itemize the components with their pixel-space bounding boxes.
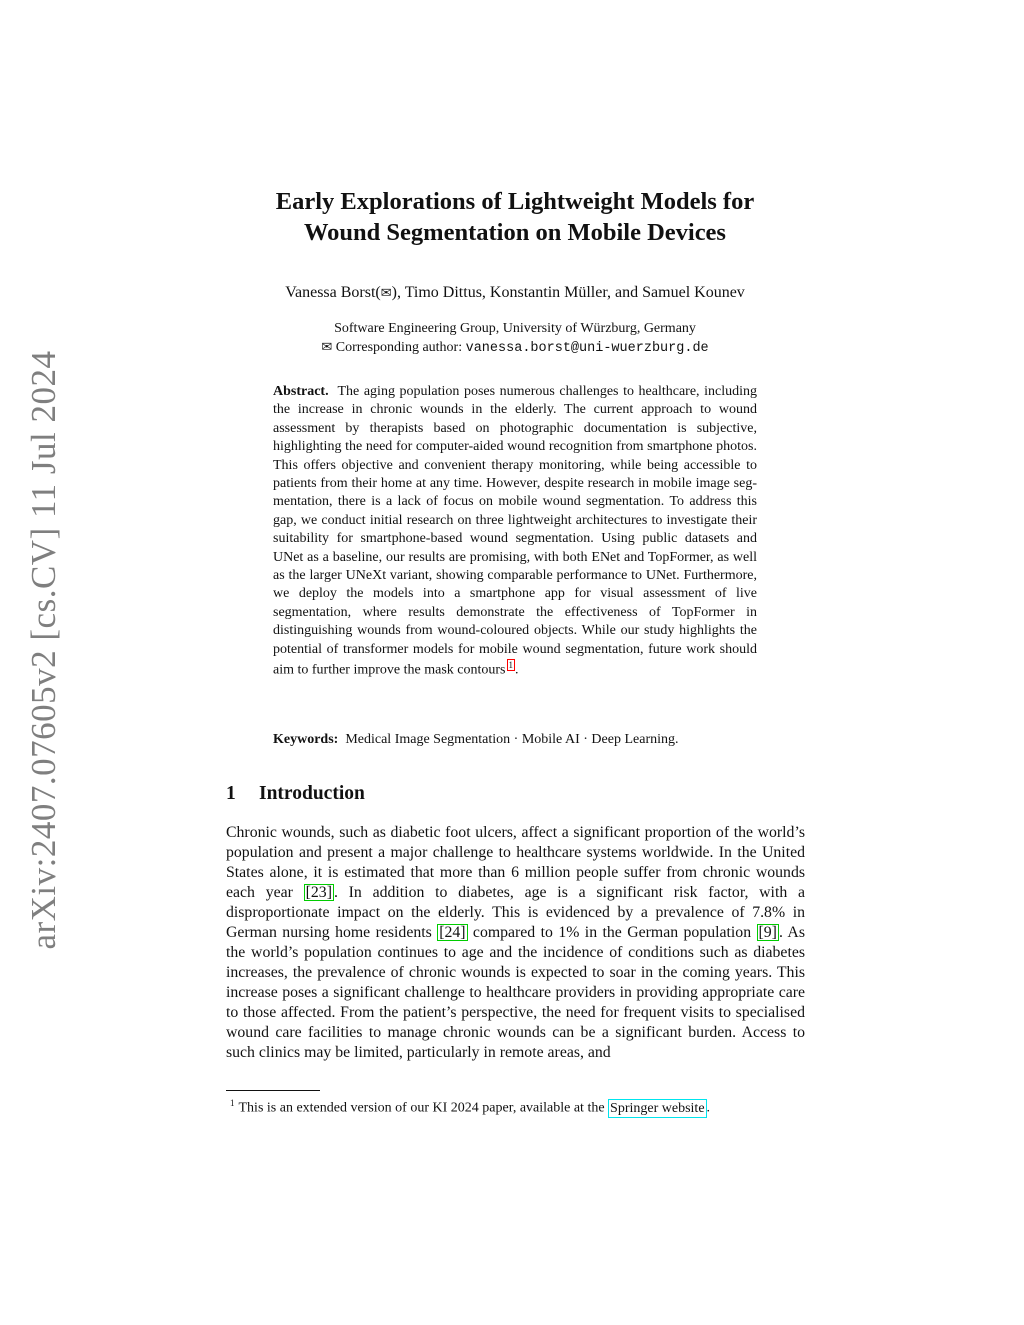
envelope-icon: ✉	[380, 286, 392, 301]
citation-link[interactable]: [23]	[305, 884, 332, 901]
arxiv-identifier: arXiv:2407.07605v2 [cs.CV] 11 Jul 2024	[24, 350, 63, 950]
author-rest: ), Timo Dittus, Konstantin Müller, and Samuel Kounev	[391, 284, 745, 301]
corresponding-author-line	[180, 338, 850, 358]
footnote-number: 1	[230, 1098, 235, 1108]
affiliation-block	[180, 319, 850, 358]
abstract	[273, 383, 757, 680]
corresponding-label: Corresponding author:	[335, 340, 466, 355]
title-line-1: Early Explorations of Lightweight Models for	[275, 188, 755, 215]
footnote-end: .	[706, 1100, 711, 1116]
corresponding-email[interactable]: vanessa.borst@uni-wuerzburg.de	[465, 341, 709, 356]
footnote-ref-link[interactable]: 1	[508, 660, 513, 671]
section-number: 1	[226, 783, 236, 804]
abstract-end: .	[515, 662, 519, 678]
intro-text-3: compared to 1% in the German population	[467, 924, 757, 941]
footnote	[230, 1093, 710, 1119]
author-list	[180, 283, 850, 303]
section-title: Introduction	[259, 783, 365, 804]
springer-website-link[interactable]: Springer website	[610, 1100, 705, 1116]
abstract-text: The aging population poses numerous challenges to healthcare, including the increase in chronic wounds in the elderly. The current approach to wound assessment by therapists based on photographic documentation is subjective, highlighting the need for computer-aided wound recognition from smartphone photos. This offers objective and convenient therapy monitoring, while being accessible to patients from their home at any time. However, despite research in mobile image segmentation, there is a lack of focus on mobile wound segmentation. To address this gap, we conduct initial research on three lightweight architectures to investigate their suitability for smartphone-based wound segmentation. Using public datasets and UNet as a baseline, our results are promising, with both ENet and TopFormer, as well as the larger UNeXt variant, showing comparable performance to UNet. Furthermore, we deploy the models into a smartphone app for visual assessment of live segmentation, where results demonstrate the effectiveness of TopFormer in distinguishing wounds from wound-coloured objects. While our study highlights the potential of transformer models for mobile wound segmentation, future work should aim to further improve the mask contours	[273, 384, 757, 678]
keywords	[273, 731, 757, 749]
paper-title	[180, 186, 850, 248]
envelope-icon: ✉	[321, 340, 333, 355]
intro-text-2: . In addition to diabetes, age is a significant risk factor, with a disproportionate impact on the elderly. This is evidenced by a prevalence of 7.8% in German nursing home residents	[226, 884, 806, 941]
footnote-rule	[226, 1090, 320, 1091]
citation-link[interactable]: [24]	[439, 924, 466, 941]
footnote-text: This is an extended version of our KI 2024 paper, available at the	[238, 1100, 609, 1116]
title-line-2: Wound Segmentation on Mobile Devices	[304, 219, 726, 246]
author-first: Vanessa Borst(	[285, 284, 381, 301]
keywords-text: Medical Image Segmentation · Mobile AI · Deep Learning.	[345, 732, 679, 747]
abstract-label: Abstract.	[273, 384, 329, 399]
section-heading	[226, 782, 365, 806]
affiliation-group: Software Engineering Group, University of Würzburg, Germany	[334, 321, 696, 336]
intro-text-1: Chronic wounds, such as diabetic foot ulcers, affect a significant proportion of the world’s population and present a major challenge to healthcare systems worldwide. In the United States alone, it is estimated that more than 6 million people suffer from chronic wounds each year	[226, 824, 805, 901]
keywords-label: Keywords:	[273, 732, 339, 747]
intro-text-4: . As the world’s population continues to age and the incidence of conditions such as diabetes increases, the prevalence of chronic wounds is expected to soar in the coming years. This increase poses a significant challenge to healthcare providers in providing appropriate care to those affected. From the patient’s perspective, the need for frequent visits to specialised wound care facilities to manage chronic wounds can be a significant burden. Access to such clinics may be limited, particularly in remote areas, and	[226, 924, 805, 1061]
citation-link[interactable]: [9]	[758, 924, 777, 941]
intro-paragraph	[226, 823, 805, 1063]
